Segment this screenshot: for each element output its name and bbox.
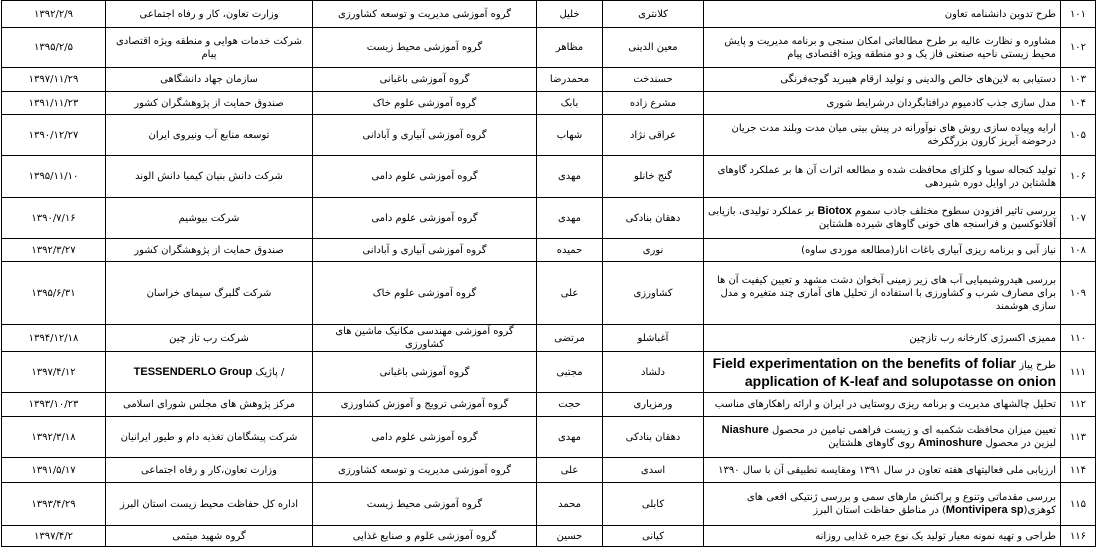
contract-date: ۱۳۹۰/۷/۱۶ — [2, 198, 106, 239]
researcher-first-name: مجتبی — [537, 352, 603, 393]
row-number: ۱۱۳ — [1061, 417, 1096, 458]
table-row — [2, 1, 1096, 28]
table-row — [2, 352, 1096, 393]
client-organization: شرکت رب تاز چین — [106, 325, 313, 352]
row-number: ۱۰۹ — [1061, 262, 1096, 325]
table-row — [2, 458, 1096, 483]
contract-date: ۱۳۹۷/۴/۲ — [2, 526, 106, 547]
researcher-first-name: حجت — [537, 393, 603, 417]
researcher-last-name: دلشاد — [603, 352, 704, 393]
title-text: بررسی تاثیر افزودن سطوح مختلف جاذب سموم — [854, 206, 1056, 217]
project-title — [704, 417, 1061, 458]
client-organization: شرکت بیوشیم — [106, 198, 313, 239]
researcher-first-name: علی — [537, 262, 603, 325]
department: گروه آموزشی باغبانی — [313, 352, 537, 393]
project-title — [704, 483, 1061, 526]
client-organization — [106, 352, 313, 393]
contract-date: ۱۳۹۳/۴/۲۹ — [2, 483, 106, 526]
researcher-first-name: حمیده — [537, 239, 603, 262]
row-number: ۱۰۷ — [1061, 198, 1096, 239]
table-row — [2, 483, 1096, 526]
row-number: ۱۰۴ — [1061, 92, 1096, 115]
department: گروه آموزشی علوم خاک — [313, 92, 537, 115]
contract-date: ۱۳۹۵/۲/۵ — [2, 28, 106, 68]
title-text: تعیین میزان محافظت شکمبه ای و زیست فراهمی تیامین در محصول — [771, 425, 1056, 436]
client-organization: اداره کل حفاظت محیط زیست استان البرز — [106, 483, 313, 526]
row-number: ۱۰۲ — [1061, 28, 1096, 68]
title-text: ) در مناطق حفاظت استان البرز — [813, 505, 946, 516]
contract-date: ۱۳۹۳/۱۰/۲۳ — [2, 393, 106, 417]
researcher-last-name: معین الدینی — [603, 28, 704, 68]
org-latin-text: TESSENDERLO Group — [133, 365, 253, 378]
researcher-last-name: کشاورزی — [603, 262, 704, 325]
row-number: ۱۱۵ — [1061, 483, 1096, 526]
researcher-first-name: محمدرضا — [537, 68, 603, 92]
client-organization: وزارت تعاون،کار و رفاه اجتماعی — [106, 458, 313, 483]
contract-date: ۱۳۹۰/۱۲/۲۷ — [2, 115, 106, 156]
table-row — [2, 156, 1096, 198]
contract-date: ۱۳۹۷/۱۱/۲۹ — [2, 68, 106, 92]
title-latin-text: Aminoshure — [918, 437, 983, 449]
researcher-last-name: گنج خانلو — [603, 156, 704, 198]
project-title: دستیابی به لاین‌های خالص والدینی و تولید ارقام هیبرید گوجه‌فرنگی — [704, 68, 1061, 92]
title-latin-text: Montivipera sp — [945, 504, 1024, 516]
row-number: ۱۱۶ — [1061, 526, 1096, 547]
project-title — [704, 352, 1061, 393]
row-number: ۱۱۴ — [1061, 458, 1096, 483]
client-organization: مرکز پژوهش های مجلس شورای اسلامی — [106, 393, 313, 417]
project-title: تحلیل چالشهای مدیریت و برنامه ریزی روستایی در ایران و ارائه راهکارهای مناسب — [704, 393, 1061, 417]
table-row — [2, 239, 1096, 262]
table-row — [2, 262, 1096, 325]
title-text: طرح پیاز — [1019, 360, 1056, 371]
contract-date: ۱۳۹۱/۱۱/۲۳ — [2, 92, 106, 115]
researcher-first-name: مرتضی — [537, 325, 603, 352]
project-title: مشاوره و نظارت عالیه بر طرح مطالعاتی امکان سنجی و برنامه مدیریت و پایش محیط زیستی ناحیه صنعتی فاز یک و دو منطقه ویژه اقتصادی پیام — [704, 28, 1061, 68]
client-organization: صندوق حمایت از پژوهشگران کشور — [106, 239, 313, 262]
researcher-first-name: خلیل — [537, 1, 603, 28]
department: گروه آموزشی علوم دامی — [313, 156, 537, 198]
contract-date: ۱۳۹۱/۵/۱۷ — [2, 458, 106, 483]
row-number: ۱۰۱ — [1061, 1, 1096, 28]
researcher-first-name: مظاهر — [537, 28, 603, 68]
title-latin-text: Field experimentation on the benefits of foliar application of K-leaf and solupotasse on onion — [712, 355, 1056, 389]
researcher-first-name: بابک — [537, 92, 603, 115]
researcher-last-name: کیانی — [603, 526, 704, 547]
department: گروه آموزشی علوم دامی — [313, 198, 537, 239]
client-organization: صندوق حمایت از پژوهشگران کشور — [106, 92, 313, 115]
department: گروه آموزشی علوم خاک — [313, 262, 537, 325]
department: گروه آموزشی مدیریت و توسعه کشاورزی — [313, 1, 537, 28]
projects-table — [1, 0, 1096, 547]
researcher-last-name: اسدی — [603, 458, 704, 483]
contract-date: ۱۳۹۵/۱۱/۱۰ — [2, 156, 106, 198]
row-number: ۱۱۰ — [1061, 325, 1096, 352]
client-organization: شرکت پیشگامان تغذیه دام و طیور ایرانیان — [106, 417, 313, 458]
table-row — [2, 68, 1096, 92]
row-number: ۱۰۶ — [1061, 156, 1096, 198]
researcher-last-name: دهقان بنادکی — [603, 417, 704, 458]
client-organization: سازمان جهاد دانشگاهی — [106, 68, 313, 92]
project-title — [704, 198, 1061, 239]
client-organization: شرکت گلبرگ سیمای خراسان — [106, 262, 313, 325]
table-row — [2, 28, 1096, 68]
researcher-last-name: کلانتری — [603, 1, 704, 28]
org-text: / پاژیک — [255, 366, 285, 378]
table-row — [2, 198, 1096, 239]
researcher-last-name: مشرع زاده — [603, 92, 704, 115]
project-title: ارایه وپیاده سازی روش های نوآورانه در پیش بینی میان مدت وبلند مدت جریان درحوضه آبریز کارون بزرگکرخه — [704, 115, 1061, 156]
client-organization: شرکت خدمات هوایی و منطقه ویژه اقتصادی پیام — [106, 28, 313, 68]
department: گروه آموزشی علوم و صنایع غذایی — [313, 526, 537, 547]
researcher-last-name: عراقی نژاد — [603, 115, 704, 156]
title-text: بررسی مقدماتی وتنوع و پراکنش مارهای سمی و بررسی ژنتیکی افعی های کوهزی( — [746, 492, 1056, 516]
title-latin-text: Biotox — [817, 205, 852, 217]
table-row — [2, 393, 1096, 417]
title-text: لیزین در محصول — [985, 438, 1056, 449]
row-number: ۱۰۳ — [1061, 68, 1096, 92]
contract-date: ۱۳۹۲/۳/۲۷ — [2, 239, 106, 262]
project-title: تولید کنجاله سویا و کلزای محافظت شده و مطالعه اثرات آن ها بر عملکرد گاوهای هلشتاین در اوایل دوره شیردهی — [704, 156, 1061, 198]
table-row — [2, 526, 1096, 547]
row-number: ۱۱۲ — [1061, 393, 1096, 417]
department: گروه آموزشی ترویج و آموزش کشاورزی — [313, 393, 537, 417]
researcher-first-name: حسین — [537, 526, 603, 547]
table-row — [2, 115, 1096, 156]
table-row — [2, 417, 1096, 458]
researcher-last-name: ورمزیاری — [603, 393, 704, 417]
researcher-last-name: آغباشلو — [603, 325, 704, 352]
title-text: بر عملکرد تولیدی، بازیابی آفلاتوکسین و فراسنجه های خونی گاوهای شیرده هلشتاین — [707, 206, 1056, 230]
row-number: ۱۰۵ — [1061, 115, 1096, 156]
client-organization: شرکت دانش بنیان کیمیا دانش الوند — [106, 156, 313, 198]
researcher-first-name: مهدی — [537, 198, 603, 239]
department: گروه آموزشی آبیاری و آبادانی — [313, 115, 537, 156]
client-organization: گروه شهید میثمی — [106, 526, 313, 547]
project-title: طرح تدوین دانشنامه تعاون — [704, 1, 1061, 28]
contract-date: ۱۳۹۲/۲/۹ — [2, 1, 106, 28]
researcher-first-name: مهدی — [537, 417, 603, 458]
title-latin-text: Niashure — [721, 424, 769, 436]
researcher-last-name: نوری — [603, 239, 704, 262]
department: گروه آموزشی باغبانی — [313, 68, 537, 92]
project-title: مدل سازی جذب کادمیوم درافتابگردان درشرایط شوری — [704, 92, 1061, 115]
table-row — [2, 92, 1096, 115]
department: گروه آموزشی مدیریت و توسعه کشاورزی — [313, 458, 537, 483]
project-title: نیاز آبی و برنامه ریزی آبیاری باغات انار(مطالعه موردی ساوه) — [704, 239, 1061, 262]
department: گروه آموزشی مهندسی مکانیک ماشین های کشاورزی — [313, 325, 537, 352]
researcher-last-name: حسندخت — [603, 68, 704, 92]
project-title: طراحی و تهیه نمونه معیار تولید یک نوع جیره غذایی روزانه — [704, 526, 1061, 547]
client-organization: وزارت تعاون، کار و رفاه اجتماعی — [106, 1, 313, 28]
project-title: ممیزی اکسرژی کارخانه رب تازچین — [704, 325, 1061, 352]
contract-date: ۱۳۹۵/۶/۳۱ — [2, 262, 106, 325]
table-row — [2, 325, 1096, 352]
researcher-first-name: شهاب — [537, 115, 603, 156]
row-number: ۱۱۱ — [1061, 352, 1096, 393]
contract-date: ۱۳۹۲/۳/۱۸ — [2, 417, 106, 458]
researcher-first-name: علی — [537, 458, 603, 483]
department: گروه آموزشی آبیاری و آبادانی — [313, 239, 537, 262]
department: گروه آموزشی محیط زیست — [313, 483, 537, 526]
researcher-last-name: کابلی — [603, 483, 704, 526]
researcher-first-name: مهدی — [537, 156, 603, 198]
client-organization: توسعه منابع آب ونیروی ایران — [106, 115, 313, 156]
researcher-first-name: محمد — [537, 483, 603, 526]
department: گروه آموزشی محیط زیست — [313, 28, 537, 68]
researcher-last-name: دهقان بنادکی — [603, 198, 704, 239]
row-number: ۱۰۸ — [1061, 239, 1096, 262]
project-title: ارزیابی ملی فعالیتهای هفته تعاون در سال ۱۳۹۱ ومقایسه تطبیقی آن با سال ۱۳۹۰ — [704, 458, 1061, 483]
contract-date: ۱۳۹۷/۴/۱۲ — [2, 352, 106, 393]
title-text: روی گاوهای هلشتاین — [828, 438, 915, 449]
department: گروه آموزشی علوم دامی — [313, 417, 537, 458]
contract-date: ۱۳۹۴/۱۲/۱۸ — [2, 325, 106, 352]
project-title: بررسی هیدروشیمیایی آب های زیر زمینی آبخوان دشت مشهد و تعیین کیفیت آن ها برای مصارف شرب و کشاورزی با استفاده از تحلیل های آماری چند متغیره و مدل سازی هوشمند — [704, 262, 1061, 325]
